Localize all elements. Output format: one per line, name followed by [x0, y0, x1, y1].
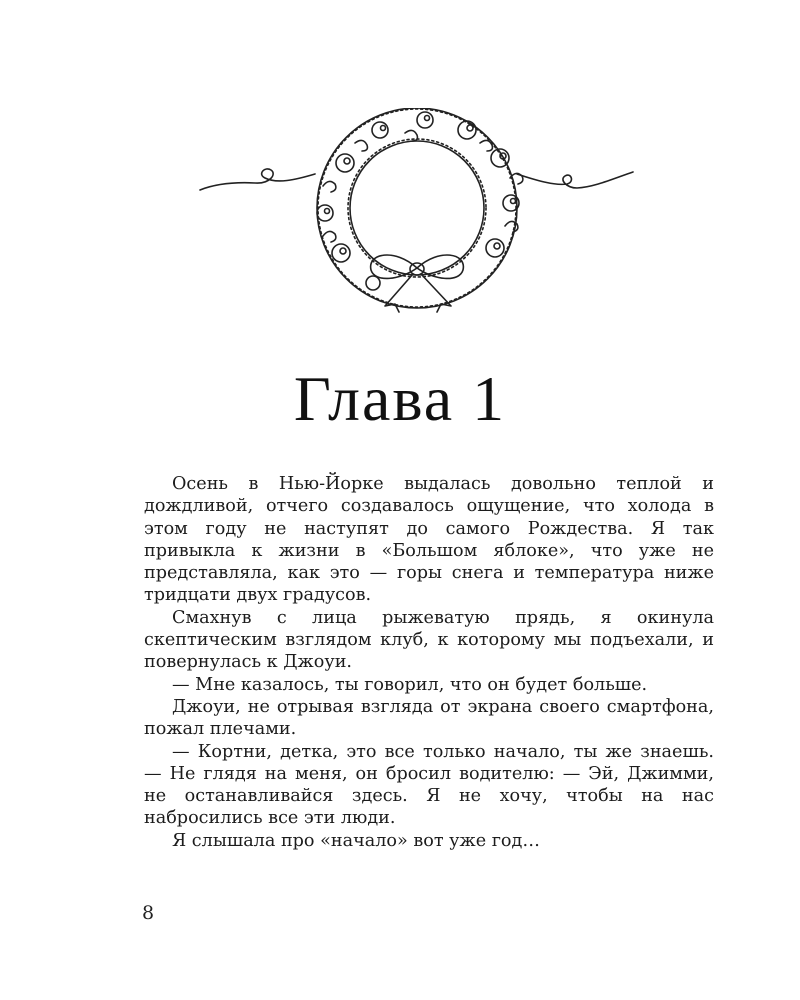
- paragraph: — Мне казалось, ты говорил, что он будет больше.: [172, 674, 648, 695]
- chapter-body: [144, 473, 714, 852]
- paragraph: — Кортни, детка, это все только начало, ты же знаешь. — Не глядя на меня, он бросил водителю: — Эй, Джимми, не останавливайся здесь. Я не хочу, чтобы на нас набросились все эти люди.: [144, 741, 714, 829]
- page-number: 8: [142, 902, 155, 924]
- christmas-wreath-icon: [195, 108, 640, 313]
- paragraph: Я слышала про «начало» вот уже год…: [172, 830, 540, 851]
- paragraph: Осень в Нью-Йорке выдалась довольно теплой и дождливой, отчего создавалось ощущение, что холода в этом году не наступят до самого Рождества. Я так привыкла к жизни в «Большом яблоке», что уже не представляла, как это — горы снега и температура ниже тридцати двух градусов.: [144, 474, 714, 606]
- paragraph: Смахнув с лица рыжеватую прядь, я окинула скептическим взглядом клуб, к которому мы подъехали, и повернулась к Джоуи.: [144, 607, 714, 673]
- paragraph: Джоуи, не отрывая взгляда от экрана своего смартфона, пожал плечами.: [144, 696, 714, 740]
- chapter-title: Глава 1: [293, 363, 507, 434]
